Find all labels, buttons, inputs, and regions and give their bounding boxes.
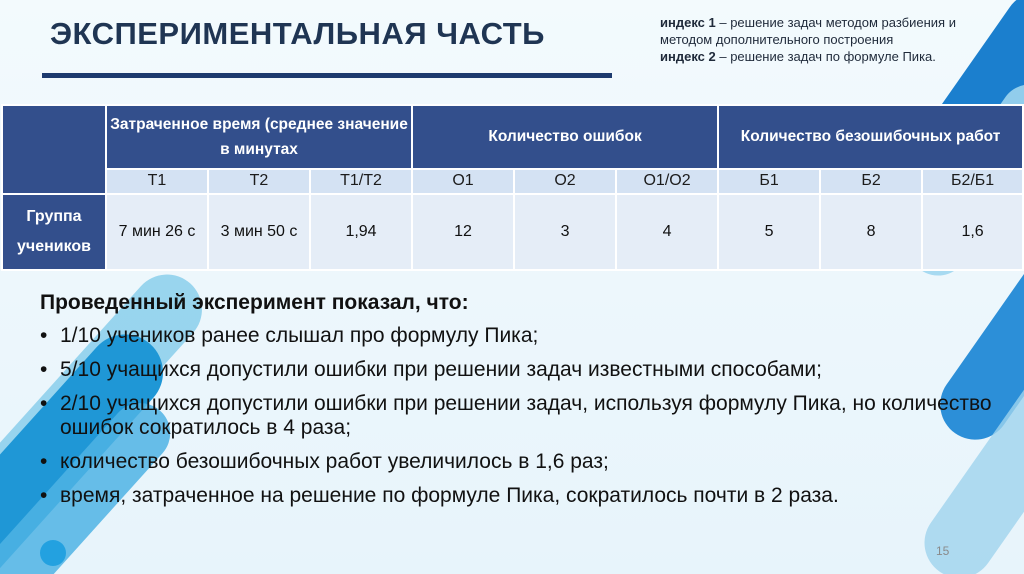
index-legend — [660, 14, 1000, 65]
findings-block — [40, 290, 1024, 508]
table-cell: 3 — [514, 194, 616, 270]
bullet-icon: • — [40, 484, 48, 507]
list-item — [40, 392, 1024, 440]
list-item-text: количество безошибочных работ увеличилось в 1,6 раз; — [60, 450, 609, 473]
list-item — [40, 358, 1024, 382]
title-underline — [42, 73, 612, 78]
header-errors: Количество ошибок — [412, 105, 718, 169]
table-subheader-row — [2, 169, 1023, 194]
findings-list — [40, 324, 1024, 508]
col-header: Т1 — [106, 169, 208, 194]
table-cell: 5 — [718, 194, 820, 270]
list-item-text: время, затраченное на решение по формуле Пика, сократилось почти в 2 раза. — [60, 484, 839, 507]
table-cell: 1,94 — [310, 194, 412, 270]
row-header-group: Группа учеников — [2, 194, 106, 270]
table-cell: 4 — [616, 194, 718, 270]
bullet-icon: • — [40, 324, 48, 347]
list-item — [40, 324, 1024, 348]
bullet-icon: • — [40, 358, 48, 381]
col-header: Т1/Т2 — [310, 169, 412, 194]
table-cell: 8 — [820, 194, 922, 270]
table-row — [2, 194, 1023, 270]
table-cell: 1,6 — [922, 194, 1023, 270]
legend-index-2-text: – решение задач по формуле Пика. — [715, 49, 936, 64]
list-item — [40, 484, 1024, 508]
col-header: Б1 — [718, 169, 820, 194]
bullet-icon: • — [40, 392, 48, 415]
col-header: Б2/Б1 — [922, 169, 1023, 194]
list-item-text: 2/10 учащихся допустили ошибки при решении задач, используя формулу Пика, но количество ошибок сократилось в 4 раза; — [60, 392, 992, 439]
legend-index-1-label: индекс 1 — [660, 15, 716, 30]
bullet-icon: • — [40, 450, 48, 473]
slide-title: ЭКСПЕРИМЕНТАЛЬНАЯ ЧАСТЬ — [50, 16, 545, 51]
list-item-text: 5/10 учащихся допустили ошибки при решении задач известными способами; — [60, 358, 822, 381]
col-header: О1/О2 — [616, 169, 718, 194]
list-item-text: 1/10 учеников ранее слышал про формулу Пика; — [60, 324, 539, 347]
legend-index-1-text: – решение задач методом разбиения и методом дополнительного построения — [660, 15, 956, 47]
col-header: О2 — [514, 169, 616, 194]
table-header-row — [2, 105, 1023, 169]
list-item — [40, 450, 1024, 474]
legend-index-1 — [660, 14, 1000, 48]
table-corner-cell — [2, 105, 106, 194]
table-cell: 3 мин 50 с — [208, 194, 310, 270]
table-cell: 7 мин 26 с — [106, 194, 208, 270]
decor-dot — [40, 540, 66, 566]
header-errorless: Количество безошибочных работ — [718, 105, 1023, 169]
table-cell: 12 — [412, 194, 514, 270]
col-header: Т2 — [208, 169, 310, 194]
page-number: 15 — [936, 544, 950, 558]
col-header: О1 — [412, 169, 514, 194]
header-time: Затраченное время (среднее значение в минутах — [106, 105, 412, 169]
findings-lead: Проведенный эксперимент показал, что: — [40, 291, 469, 314]
col-header: Б2 — [820, 169, 922, 194]
legend-index-2 — [660, 48, 1000, 65]
legend-index-2-label: индекс 2 — [660, 49, 716, 64]
results-table — [1, 104, 1024, 271]
